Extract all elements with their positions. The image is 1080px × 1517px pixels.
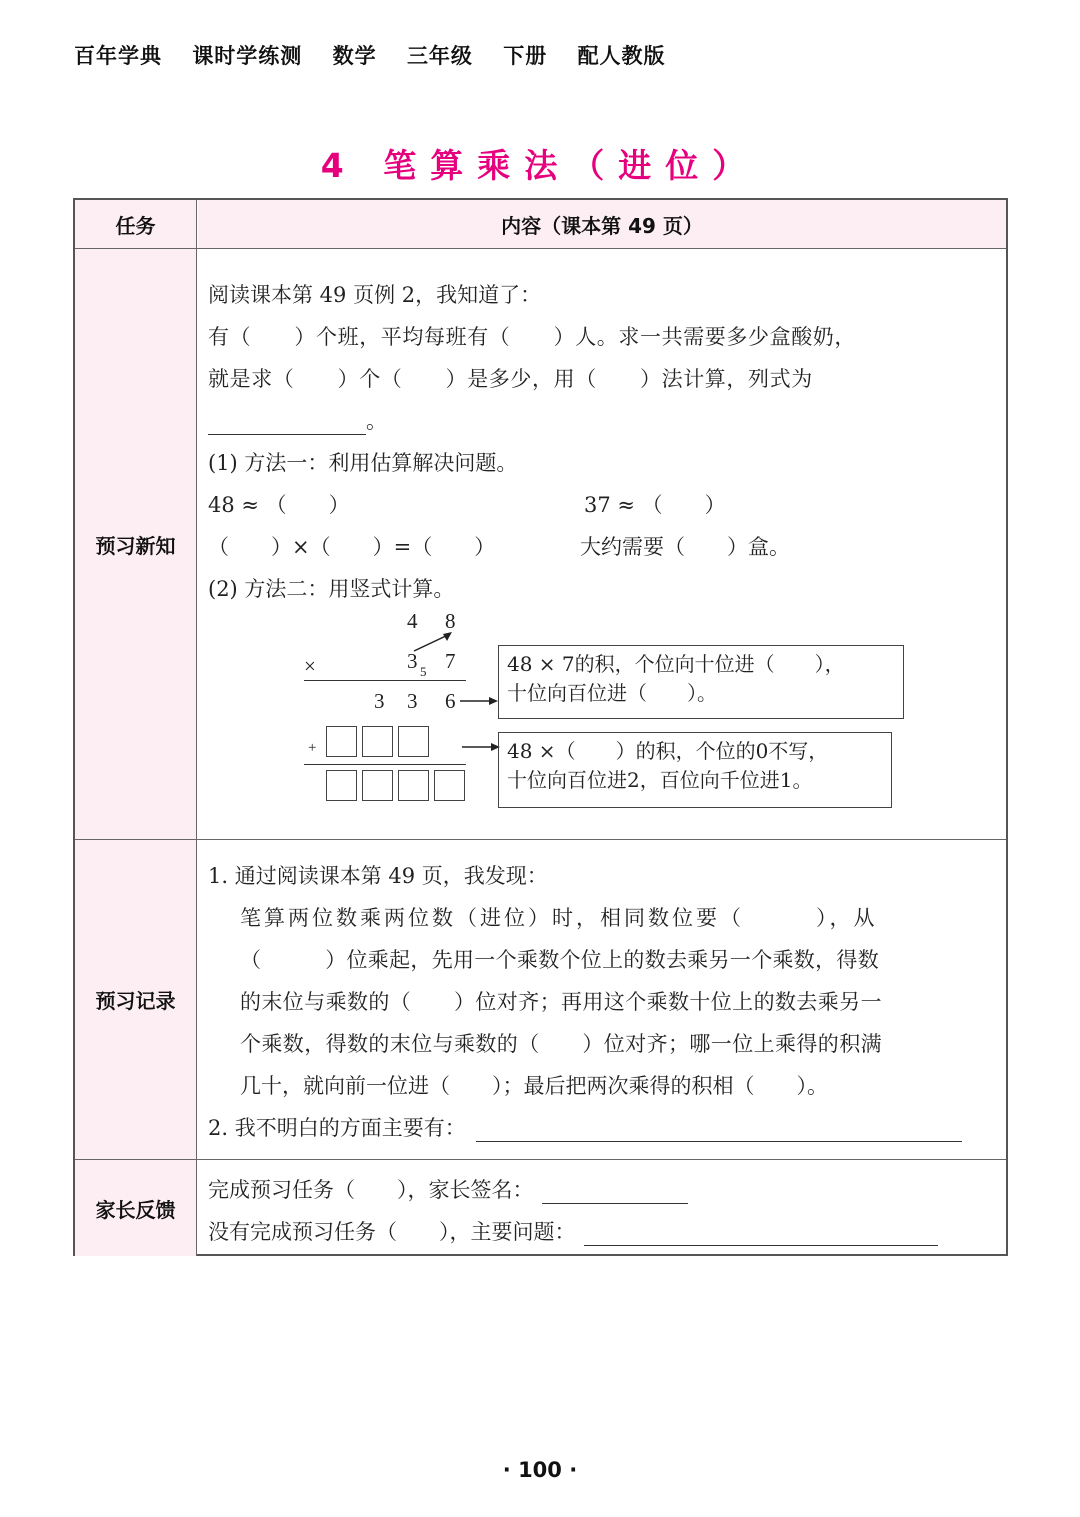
reading-intro: 阅读课本第 49 页例 2，我知道了： (208, 283, 542, 307)
formula-period: 。 (366, 409, 387, 433)
parent-feedback-content (198, 1160, 1006, 1256)
rule-line-four: 个乘数，得数的末位与乘数的（ ）位对齐；哪一位上乘得的积满 (240, 1032, 882, 1056)
edition: 配人教版 (577, 44, 666, 68)
questions-label: 2. 我不明白的方面主要有： (208, 1116, 466, 1140)
main-problem-blank[interactable] (584, 1224, 938, 1246)
completed-label: 完成预习任务（ ），家长签名： (208, 1178, 534, 1202)
carry-note-two (498, 732, 892, 808)
table-header-row (75, 200, 1006, 249)
top-tens-digit: 4 (407, 609, 418, 633)
task-column-header: 任务 (75, 200, 197, 248)
arrow-to-note-one-icon (458, 693, 500, 709)
carry-digit: 5 (420, 664, 427, 679)
volume: 下册 (503, 44, 548, 68)
rule-line-five: 几十，就向前一位进（ ）；最后把两次乘得的积相（ ）。 (240, 1074, 828, 1098)
second-rule-line (304, 764, 466, 765)
multiplier-tens-digit: 3 (407, 649, 418, 673)
answer-box[interactable] (362, 726, 393, 757)
answer-box[interactable] (326, 726, 357, 757)
first-rule-line (304, 680, 466, 681)
answer-box[interactable] (326, 770, 357, 801)
questions-line (208, 1112, 962, 1142)
preview-new-knowledge-row (75, 249, 1006, 840)
estimate-37: 37 ≈ （ ） (584, 493, 726, 517)
partial-hundreds-digit: 3 (374, 689, 385, 713)
book-name: 课时学练测 (192, 44, 303, 68)
rule-line-two: （ ）位乘起，先用一个乘数个位上的数去乘另一个乘数，得数 (240, 948, 879, 972)
series-name: 百年学典 (74, 44, 162, 68)
rule-line-three: 的末位与乘数的（ ）位对齐；再用这个乘数十位上的数去乘另一 (240, 990, 882, 1014)
not-completed-line (208, 1216, 938, 1246)
note-two-line-one: 48 ×（ ）的积，个位的0不写， (507, 739, 829, 763)
preview-record-row (75, 840, 1006, 1160)
note-two-line-two: 十位向百位进2，百位向千位进1。 (507, 768, 813, 792)
lesson-title: 4 笔算乘法（进位） (320, 146, 760, 185)
multiplier-ones-digit: 7 (445, 649, 456, 673)
preview-record-content (198, 840, 1006, 1159)
preview-new-knowledge-content (198, 249, 1006, 839)
estimate-equation: （ ）×（ ）=（ ） (208, 535, 496, 559)
completed-line (208, 1174, 688, 1204)
times-sign: × (304, 654, 316, 678)
parent-feedback-label: 家长反馈 (75, 1160, 197, 1256)
grade: 三年级 (406, 44, 473, 68)
partial-tens-digit: 3 (407, 689, 418, 713)
preview-record-label: 预习记录 (75, 840, 197, 1159)
formula-answer-blank[interactable] (208, 413, 366, 435)
content-column-header: 内容（课本第 49 页） (198, 200, 1006, 248)
subject: 数学 (332, 44, 377, 68)
not-completed-label: 没有完成预习任务（ ），主要问题： (208, 1220, 576, 1244)
note-one-line-one: 48 × 7的积，个位向十位进（ ）， (507, 652, 845, 676)
answer-box[interactable] (398, 726, 429, 757)
rule-line-one: 笔算两位数乘两位数（进位）时，相同数位要（ ），从 (240, 906, 878, 930)
carry-note-one (498, 645, 904, 719)
partial-ones-digit: 6 (445, 689, 456, 713)
method-two-heading: (2) 方法二：用竖式计算。 (208, 577, 455, 601)
questions-answer-blank[interactable] (476, 1120, 962, 1142)
answer-box[interactable] (398, 770, 429, 801)
discovery-intro: 1. 通过阅读课本第 49 页，我发现： (208, 864, 548, 888)
arrow-to-note-two-icon (460, 739, 502, 755)
top-ones-digit: 8 (445, 609, 456, 633)
page-header (74, 40, 688, 70)
formula-blank-line (208, 405, 387, 435)
plus-sign: + (308, 740, 317, 756)
method-one-heading: (1) 方法一：利用估算解决问题。 (208, 451, 518, 475)
answer-box[interactable] (362, 770, 393, 801)
answer-box[interactable] (434, 770, 465, 801)
meaning-line: 就是求（ ）个（ ）是多少，用（ ）法计算，列式为 (208, 367, 813, 391)
estimate-total: 大约需要（ ）盒。 (580, 535, 790, 559)
preview-new-knowledge-label: 预习新知 (75, 249, 197, 839)
class-count-line: 有（ ）个班，平均每班有（ ）人。求一共需要多少盒酸奶， (208, 325, 856, 349)
worksheet-table (73, 198, 1008, 1256)
page-number: · 100 · (502, 1458, 578, 1482)
estimate-48: 48 ≈ （ ） (208, 493, 350, 517)
note-one-line-two: 十位向百位进（ ）。 (507, 681, 717, 705)
parent-signature-blank[interactable] (542, 1182, 688, 1204)
parent-feedback-row (75, 1160, 1006, 1256)
